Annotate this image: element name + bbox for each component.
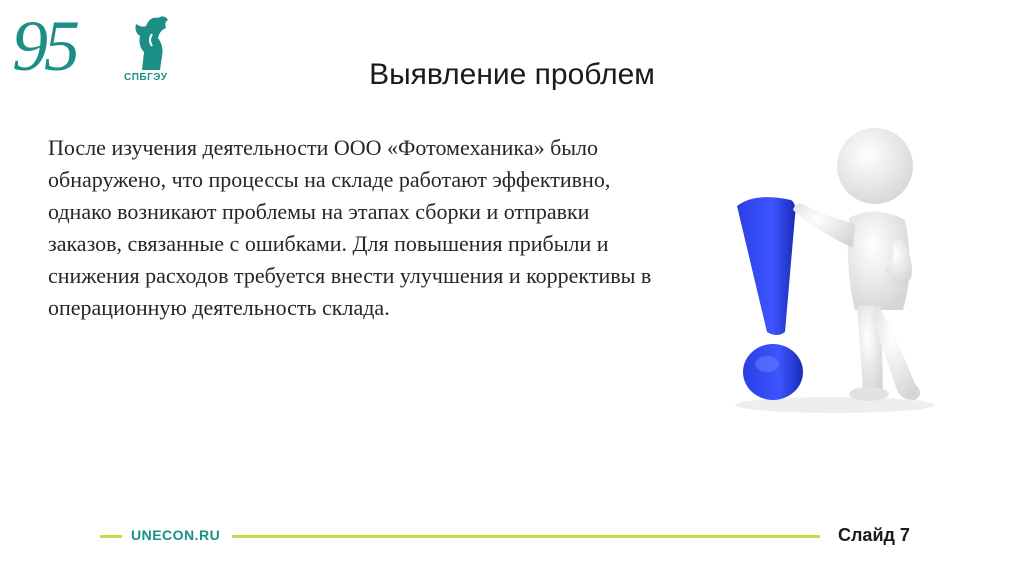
footer-divider-left bbox=[100, 535, 122, 538]
footer-divider-right bbox=[232, 535, 820, 538]
slide-body-text: После изучения деятельности ООО «Фотомеханика» было обнаружено, что процессы на складе работают эффективно, однако возникают проблемы на этапах сборки и отправки заказов, связанные с ошибками. Для повышения прибыли и снижения расходов требуется внести улучшения и коррективы в операционную деятельность склада. bbox=[48, 135, 652, 320]
slide-number: Слайд 7 bbox=[838, 525, 910, 545]
exclamation-figure-icon bbox=[715, 120, 955, 420]
logo-number: 95 bbox=[12, 6, 76, 86]
logo-abbreviation: СПБГЭУ bbox=[124, 72, 168, 83]
footer-brand-link[interactable]: UNECON.RU bbox=[131, 527, 221, 543]
slide-title: Выявление проблем bbox=[369, 58, 655, 91]
